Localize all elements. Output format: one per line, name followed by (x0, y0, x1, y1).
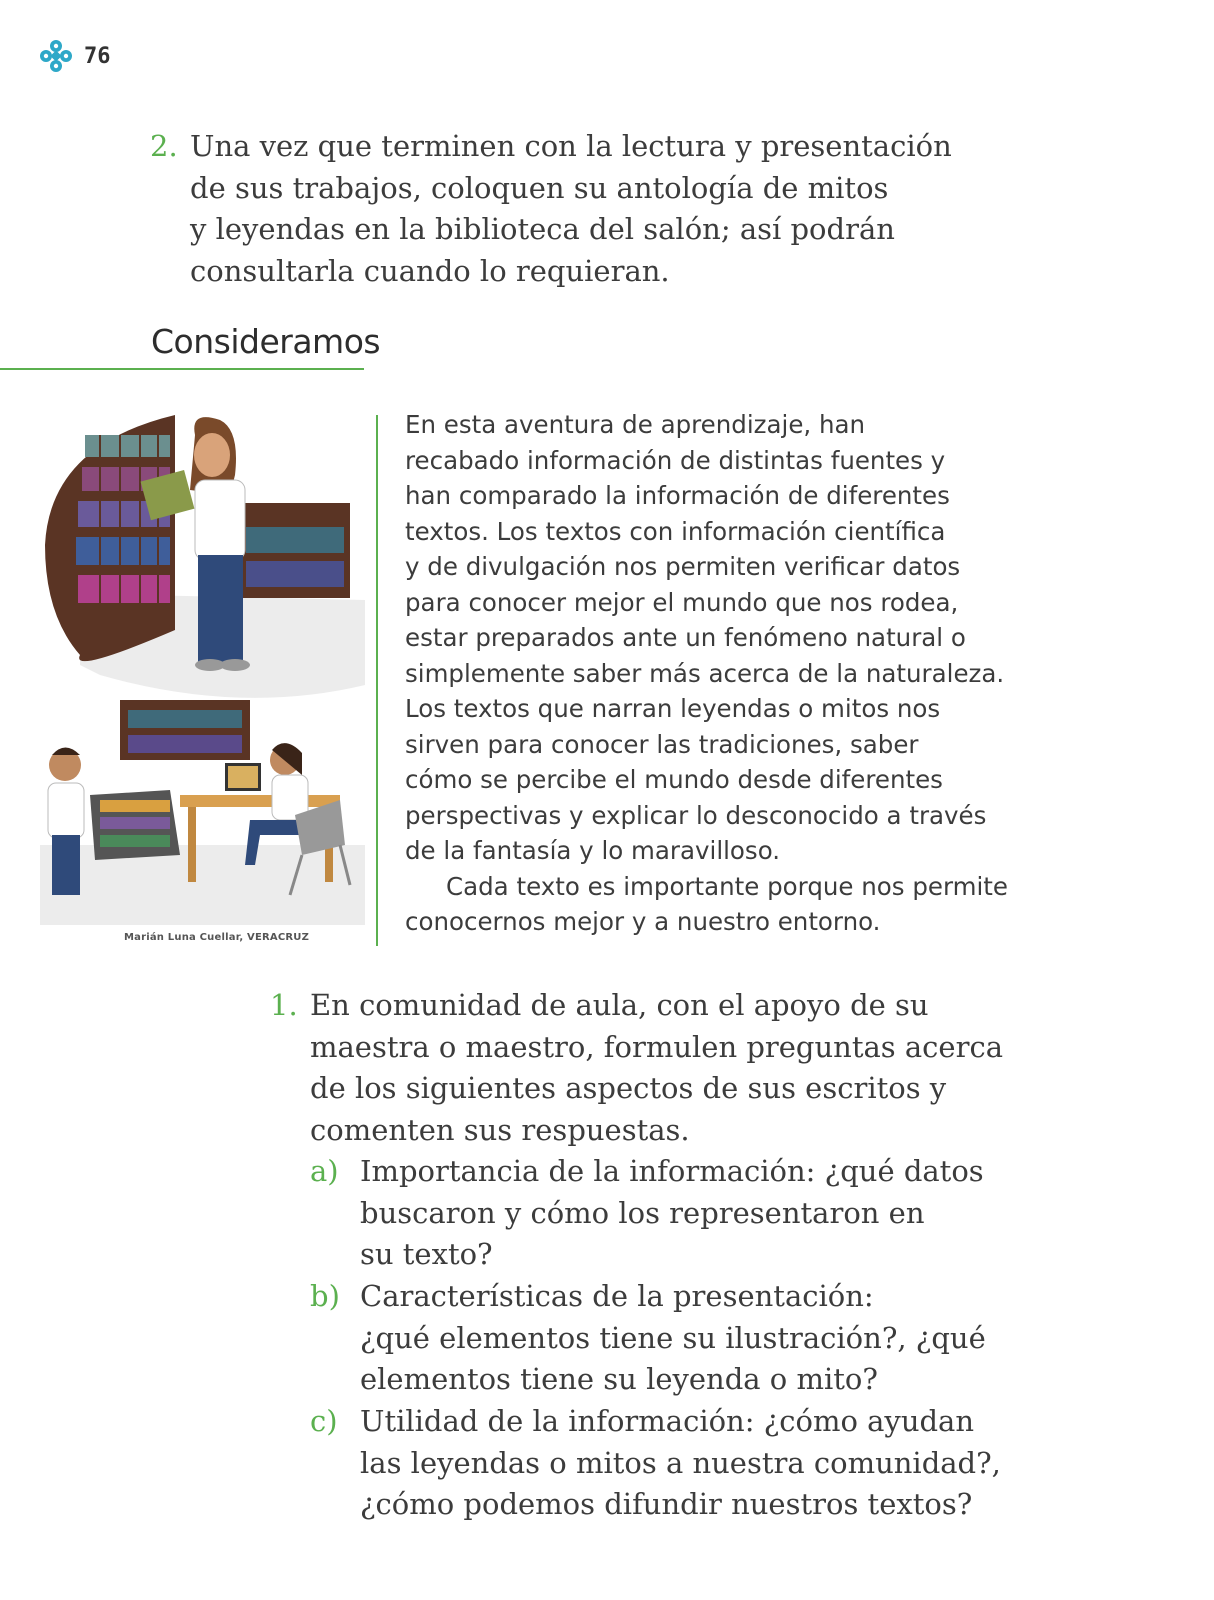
section-title: Consideramos (151, 322, 381, 361)
instruction-item-2 (150, 126, 1050, 288)
text-line: consultarla cuando lo requieran. (190, 253, 670, 288)
text-line: simplemente saber más acerca de la naturaleza. (405, 658, 1005, 688)
text-line: Los textos que narran leyendas o mitos nos (405, 694, 941, 723)
subitem-text (360, 1401, 1060, 1526)
page-header (38, 38, 111, 74)
text-line: Una vez que terminen con la lectura y presentación (190, 129, 952, 163)
text-line: han comparado la información de diferentes (405, 481, 950, 510)
text-line: cómo se percibe el mundo desde diferentes (405, 765, 943, 794)
heading-underline (0, 368, 364, 370)
text-line: elementos tiene su leyenda o mito? (360, 1362, 878, 1396)
text-line: recabado información de distintas fuentes y (405, 445, 946, 475)
text-line: para conocer mejor el mundo que nos rodea, (405, 587, 959, 617)
text-line: ¿qué elementos tiene su ilustración?, ¿qué (360, 1320, 986, 1355)
text-line: textos. Los textos con información científica (405, 516, 946, 546)
text-line: sirven para conocer las tradiciones, saber (405, 729, 919, 759)
text-line: de la fantasía y lo maravilloso. (405, 836, 781, 865)
page-number: 76 (84, 43, 111, 69)
text-line: comenten sus respuestas. (310, 1112, 690, 1147)
text-line: su texto? (360, 1237, 493, 1271)
text-line: Importancia de la información: ¿qué datos (360, 1154, 984, 1188)
item-number: 2. (150, 129, 178, 163)
text-line: En comunidad de aula, con el apoyo de su (310, 988, 929, 1022)
illustration-credit: Marián Luna Cuellar, VERACRUZ (124, 932, 310, 943)
text-line: perspectivas y explicar lo desconocido a través (405, 800, 987, 830)
text-line: y de divulgación nos permiten verificar datos (405, 552, 961, 581)
text-line: de los siguientes aspectos de sus escritos y (310, 1071, 947, 1105)
subitem-text (360, 1276, 1060, 1401)
item-text (190, 126, 1010, 292)
text-line: las leyendas o mitos a nuestra comunidad?, (360, 1445, 1001, 1480)
flower-emblem-icon (38, 38, 74, 74)
text-line: y leyendas en la biblioteca del salón; así podrán (190, 212, 895, 246)
reflection-paragraph (405, 407, 1065, 940)
text-line: Utilidad de la información: ¿cómo ayudan (360, 1404, 975, 1438)
text-line: estar preparados ante un fenómeno natural o (405, 623, 966, 652)
text-line: Cada texto es importante porque nos permite (446, 871, 1008, 901)
library-illustration (40, 415, 365, 975)
text-line: conocernos mejor y a nuestro entorno. (405, 907, 881, 936)
text-line: maestra o maestro, formulen preguntas acerca (310, 1029, 1003, 1064)
item-number: 1. (270, 988, 298, 1022)
item-text (310, 985, 1070, 1151)
text-line: ¿cómo podemos difundir nuestros textos? (360, 1487, 973, 1521)
subitem-text (360, 1151, 1060, 1276)
text-line: de sus trabajos, coloquen su antología de mitos (190, 170, 889, 205)
column-divider (376, 415, 378, 946)
subitem-letter: a) (310, 1154, 339, 1188)
text-line: Características de la presentación: (360, 1279, 874, 1313)
subitem-letter: b) (310, 1279, 340, 1313)
text-line: buscaron y cómo los representaron en (360, 1195, 925, 1230)
subitem-letter: c) (310, 1404, 338, 1438)
text-line: En esta aventura de aprendizaje, han (405, 410, 866, 439)
